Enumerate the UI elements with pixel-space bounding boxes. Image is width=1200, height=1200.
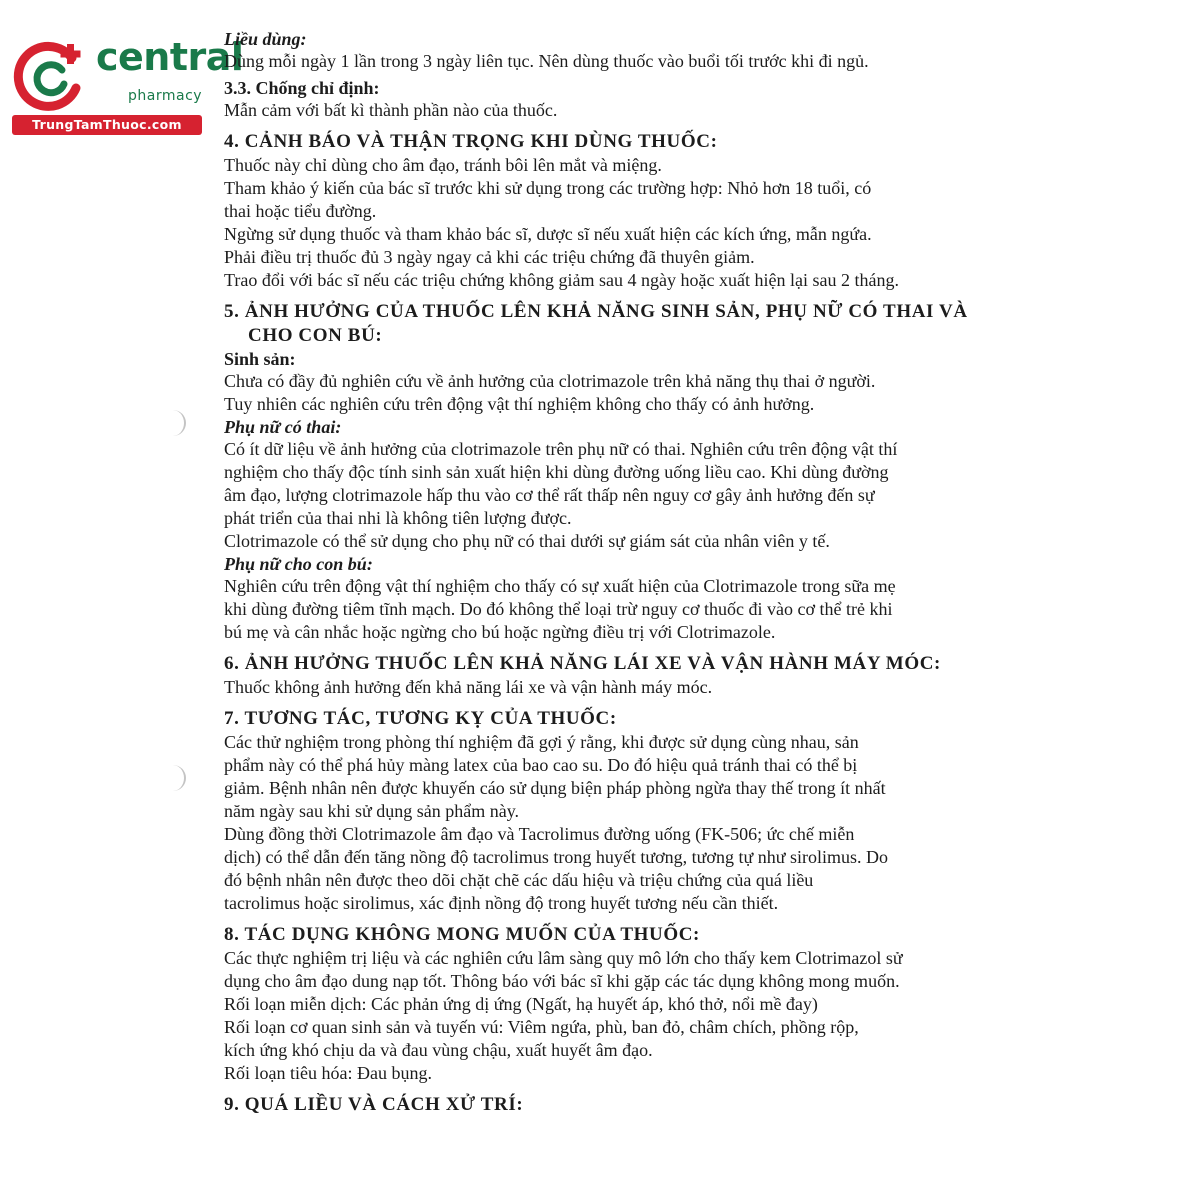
section-7-heading: 7. TƯƠNG TÁC, TƯƠNG KỴ CỦA THUỐC: (224, 708, 617, 729)
section-8-line: Các thực nghiệm trị liệu và các nghiên cứu lâm sàng quy mô lớn cho thấy kem Clotrimazol sử (224, 948, 903, 968)
contraindication-heading: 3.3. Chống chỉ định: (224, 78, 380, 98)
punch-hole-mark (170, 410, 186, 436)
section-4-line: Trao đổi với bác sĩ nếu các triệu chứng không giảm sau 4 ngày hoặc xuất hiện lại sau 2 tháng. (224, 270, 899, 290)
section-4-line: Tham khảo ý kiến của bác sĩ trước khi sử dụng trong các trường hợp: Nhỏ hơn 18 tuổi, có (224, 178, 872, 198)
section-9-heading: 9. QUÁ LIỀU VÀ CÁCH XỬ TRÍ: (224, 1094, 524, 1115)
pregnancy-line: nghiệm cho thấy độc tính sinh sản xuất hiện khi dùng đường uống liều cao. Khi dùng đường (224, 462, 889, 482)
pharmacy-logo (10, 35, 244, 136)
lactation-heading: Phụ nữ cho con bú: (224, 554, 373, 574)
section-8-line: Rối loạn tiêu hóa: Đau bụng. (224, 1063, 432, 1083)
contraindication-line: Mẫn cảm với bất kì thành phần nào của thuốc. (224, 100, 558, 120)
pharmacy-logo-icon (10, 36, 90, 116)
pregnancy-line: phát triển của thai nhi là không tiên lượng được. (224, 508, 572, 528)
section-7-line: năm ngày sau khi sử dụng sản phẩm này. (224, 801, 520, 821)
section-8-line: Rối loạn miễn dịch: Các phản ứng dị ứng (Ngất, hạ huyết áp, khó thở, nổi mề đay) (224, 994, 818, 1014)
section-8-line: kích ứng khó chịu da và đau vùng chậu, xuất huyết âm đạo. (224, 1040, 653, 1060)
section-4-line: Ngừng sử dụng thuốc và tham khảo bác sĩ, dược sĩ nếu xuất hiện các kích ứng, mẫn ngứa. (224, 224, 872, 244)
section-7-line: đó bệnh nhân nên được theo dõi chặt chẽ các dấu hiệu và triệu chứng của quá liều (224, 870, 814, 890)
punch-hole-mark (170, 765, 186, 791)
section-8-line: Rối loạn cơ quan sinh sản và tuyến vú: Viêm ngứa, phù, ban đỏ, châm chích, phồng rộp, (224, 1017, 859, 1037)
fertility-heading: Sinh sản: (224, 349, 296, 369)
section-7-line: Các thử nghiệm trong phòng thí nghiệm đã gợi ý rằng, khi được sử dụng cùng nhau, sản (224, 732, 859, 752)
pregnancy-line: Clotrimazole có thể sử dụng cho phụ nữ có thai dưới sự giám sát của nhân viên y tế. (224, 531, 830, 551)
fertility-line: Tuy nhiên các nghiên cứu trên động vật thí nghiệm không cho thấy có ảnh hưởng. (224, 394, 815, 414)
section-4-line: Thuốc này chỉ dùng cho âm đạo, tránh bôi lên mắt và miệng. (224, 155, 662, 175)
section-6-heading: 6. ẢNH HƯỞNG THUỐC LÊN KHẢ NĂNG LÁI XE VÀ VẬN HÀNH MÁY MÓC: (224, 653, 941, 674)
section-8-line: dụng cho âm đạo dung nạp tốt. Thông báo với bác sĩ khi gặp các tác dụng không mong muốn. (224, 971, 900, 991)
dosage-line: Dùng mỗi ngày 1 lần trong 3 ngày liên tục. Nên dùng thuốc vào buổi tối trước khi đi ngủ. (224, 51, 869, 71)
logo-website-band: TrungTamThuoc.com (12, 115, 202, 135)
pregnancy-line: Có ít dữ liệu về ảnh hưởng của clotrimazole trên phụ nữ có thai. Nghiên cứu trên động vật thí (224, 439, 898, 459)
leaflet-document (224, 28, 976, 1117)
section-7-line: tacrolimus hoặc sirolimus, xác định nồng độ trong huyết tương nếu cần thiết. (224, 893, 779, 913)
section-7-line: giảm. Bệnh nhân nên được khuyến cáo sử dụng biện pháp phòng ngừa thay thế trong ít nhất (224, 778, 886, 798)
fertility-line: Chưa có đầy đủ nghiên cứu về ảnh hưởng của clotrimazole trên khả năng thụ thai ở người. (224, 371, 876, 391)
section-4-heading: 4. CẢNH BÁO VÀ THẬN TRỌNG KHI DÙNG THUỐC: (224, 131, 718, 152)
section-4-line: Phải điều trị thuốc đủ 3 ngày ngay cả khi các triệu chứng đã thuyên giảm. (224, 247, 755, 267)
logo-wordmark: central (96, 35, 244, 79)
section-8-heading: 8. TÁC DỤNG KHÔNG MONG MUỐN CỦA THUỐC: (224, 924, 700, 945)
lactation-line: Nghiên cứu trên động vật thí nghiệm cho thấy có sự xuất hiện của Clotrimazole trong sữa mẹ (224, 576, 896, 596)
pregnancy-heading: Phụ nữ có thai: (224, 417, 342, 437)
section-6-line: Thuốc không ảnh hưởng đến khả năng lái xe và vận hành máy móc. (224, 677, 713, 697)
lactation-line: bú mẹ và cân nhắc hoặc ngừng cho bú hoặc ngừng điều trị với Clotrimazole. (224, 622, 776, 642)
section-4-line: thai hoặc tiểu đường. (224, 201, 377, 221)
section-5-heading-continued: CHO CON BÚ: (248, 325, 383, 346)
section-7-line: Dùng đồng thời Clotrimazole âm đạo và Tacrolimus đường uống (FK-506; ức chế miễn (224, 824, 855, 844)
lactation-line: khi dùng đường tiêm tĩnh mạch. Do đó không thể loại trừ nguy cơ thuốc đi vào cơ thể trẻ khi (224, 599, 893, 619)
dosage-heading: Liều dùng: (224, 29, 307, 49)
section-7-line: phẩm này có thể phá hủy màng latex của bao cao su. Do đó hiệu quả tránh thai có thể bị (224, 755, 858, 775)
pregnancy-line: âm đạo, lượng clotrimazole hấp thu vào cơ thể rất thấp nên nguy cơ gây ảnh hưởng đến sự (224, 485, 875, 505)
logo-subtitle: pharmacy (128, 88, 203, 104)
section-5-heading: 5. ẢNH HƯỞNG CỦA THUỐC LÊN KHẢ NĂNG SINH SẢN, PHỤ NỮ CÓ THAI VÀ (224, 301, 968, 322)
section-7-line: dịch) có thể dẫn đến tăng nồng độ tacrolimus trong huyết tương, tương tự như sirolimus. Do (224, 847, 888, 867)
